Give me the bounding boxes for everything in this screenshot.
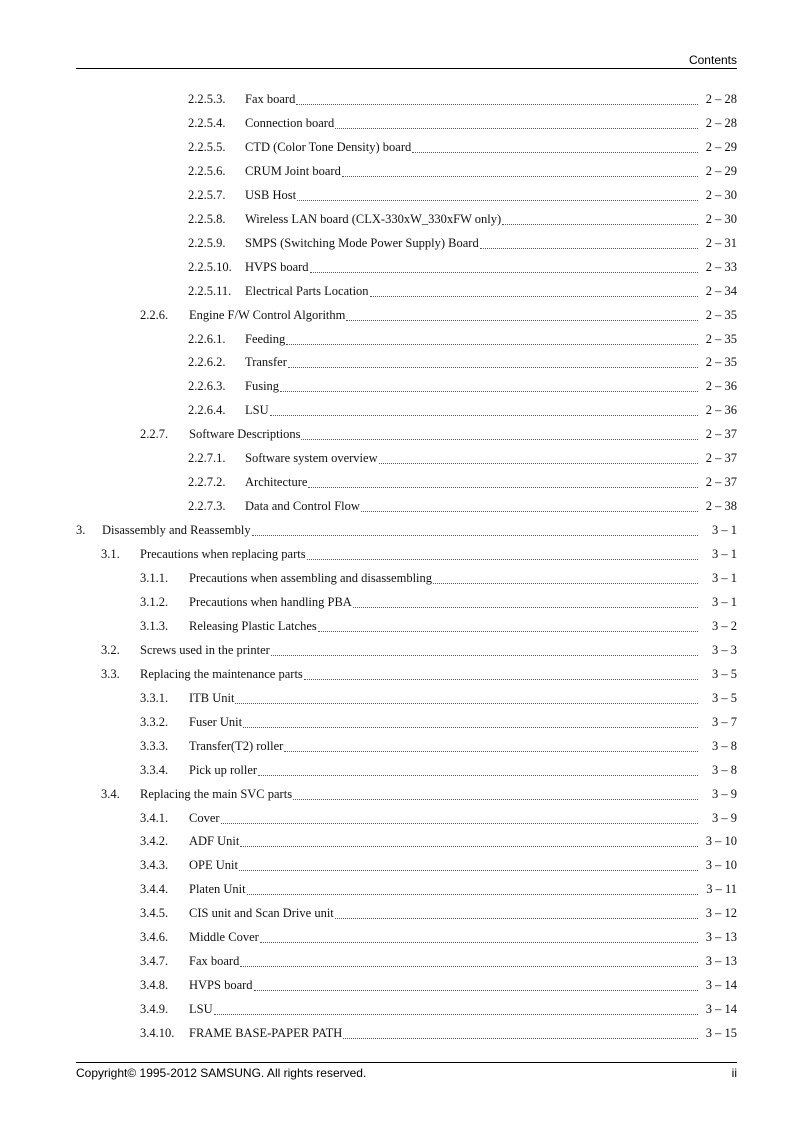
toc-entry-page: 3 – 9 <box>712 810 737 825</box>
toc-leader-dots <box>301 439 698 440</box>
toc-entry-title[interactable]: Pick up roller <box>189 762 258 777</box>
toc-entry[interactable] <box>188 403 737 421</box>
toc-entry-number: 2.2.5.3. <box>188 92 226 106</box>
toc-entry[interactable] <box>188 332 737 350</box>
toc-entry-title[interactable]: Precautions when handling PBA <box>189 594 352 609</box>
toc-entry-page: 2 – 35 <box>705 331 737 346</box>
toc-entry-page: 3 – 1 <box>712 523 737 538</box>
toc-entry-number: 2.2.6.3. <box>188 379 226 394</box>
toc-entry-number: 3.4.8. <box>140 978 169 993</box>
toc-entry[interactable] <box>101 547 737 565</box>
toc-entry-number: 3.1.2. <box>140 594 169 609</box>
toc-entry-title[interactable]: LSU <box>189 1002 213 1017</box>
toc-entry-number: 3.4.5. <box>140 906 169 921</box>
toc-entry[interactable] <box>140 954 737 972</box>
page-number: ii <box>731 1066 737 1080</box>
toc-entry-page: 2 – 28 <box>705 92 737 106</box>
toc-entry-number: 2.2.5.8. <box>188 211 226 226</box>
page-header-title: Contents <box>688 53 737 67</box>
toc-entry-title[interactable]: Cover <box>189 810 220 825</box>
toc-leader-dots <box>270 415 698 416</box>
toc-leader-dots <box>296 104 698 105</box>
toc-entry-page: 2 – 29 <box>705 163 737 178</box>
toc-entry-title[interactable]: OPE Unit <box>189 858 238 873</box>
toc-entry[interactable] <box>188 379 737 397</box>
toc-entry-title[interactable]: Fax board <box>245 92 296 106</box>
toc-leader-dots <box>280 391 698 392</box>
toc-entry-title[interactable]: USB Host <box>245 187 297 202</box>
toc-leader-dots <box>252 535 698 536</box>
toc-leader-dots <box>370 296 698 297</box>
toc-entry-number: 3.3.3. <box>140 738 169 753</box>
toc-entry[interactable] <box>140 906 737 924</box>
toc-entry-title[interactable]: Disassembly and Reassembly <box>102 523 251 538</box>
toc-leader-dots <box>214 1014 698 1015</box>
toc-leader-dots <box>310 272 698 273</box>
header-divider <box>76 68 737 69</box>
toc-leader-dots <box>288 367 698 368</box>
toc-entry-page: 3 – 3 <box>712 642 737 657</box>
toc-entry[interactable] <box>140 595 737 613</box>
toc-entry-title[interactable]: LSU <box>245 403 269 418</box>
toc-entry-number: 3.4. <box>101 786 120 801</box>
toc-entry-page: 3 – 8 <box>712 762 737 777</box>
toc-entry-page: 2 – 28 <box>705 115 737 130</box>
toc-entry[interactable] <box>188 499 737 517</box>
toc-entry-page: 3 – 10 <box>705 834 737 849</box>
toc-entry-title[interactable]: Replacing the main SVC parts <box>140 786 293 801</box>
toc-entry-page: 3 – 5 <box>712 666 737 681</box>
toc-entry[interactable] <box>140 763 737 781</box>
toc-entry-number: 2.2.5.7. <box>188 187 226 202</box>
toc-entry-number: 3.3.1. <box>140 690 169 705</box>
toc-entry[interactable] <box>188 284 737 302</box>
toc-leader-dots <box>271 655 698 656</box>
toc-leader-dots <box>243 727 698 728</box>
toc-entry[interactable] <box>101 667 737 685</box>
toc-entry-title[interactable]: Fax board <box>189 954 240 969</box>
toc-entry-number: 3.4.1. <box>140 810 169 825</box>
toc-entry-number: 3.4.9. <box>140 1002 169 1017</box>
toc-entry-page: 3 – 12 <box>705 906 737 921</box>
toc-leader-dots <box>335 128 698 129</box>
toc-entry-page: 2 – 31 <box>705 235 737 250</box>
toc-entry-number: 2.2.7.2. <box>188 475 226 490</box>
toc-entry-number: 3.4.10. <box>140 1026 175 1041</box>
toc-entry[interactable] <box>101 787 737 805</box>
toc-leader-dots <box>502 224 698 225</box>
toc-entry-page: 2 – 38 <box>705 499 737 514</box>
toc-entry-title[interactable]: Data and Control Flow <box>245 499 360 514</box>
toc-entry-title[interactable]: Electrical Parts Location <box>245 283 369 298</box>
toc-entry[interactable] <box>140 715 737 733</box>
toc-leader-dots <box>343 1038 698 1039</box>
toc-entry-page: 2 – 37 <box>705 427 737 442</box>
toc-entry-page: 3 – 1 <box>712 594 737 609</box>
toc-entry-title[interactable]: FRAME BASE-PAPER PATH <box>189 1026 343 1041</box>
toc-entry-number: 3.4.3. <box>140 858 169 873</box>
toc-entry[interactable] <box>188 260 737 278</box>
toc-leader-dots <box>308 487 698 488</box>
toc-entry-number: 2.2.7. <box>140 427 169 442</box>
toc-entry-page: 2 – 33 <box>705 259 737 274</box>
toc-entry-page: 3 – 11 <box>706 882 737 897</box>
toc-entry-title[interactable]: Software Descriptions <box>189 427 301 442</box>
toc-entry-title[interactable]: SMPS (Switching Mode Power Supply) Board <box>245 235 479 250</box>
toc-leader-dots <box>239 870 698 871</box>
toc-leader-dots <box>480 248 698 249</box>
toc-entry-page: 3 – 10 <box>705 858 737 873</box>
toc-entry-number: 2.2.5.6. <box>188 163 226 178</box>
toc-entry-title[interactable]: ADF Unit <box>189 834 240 849</box>
toc-entry-number: 3.1. <box>101 547 120 562</box>
toc-entry-title[interactable]: Software system overview <box>245 451 378 466</box>
toc-entry[interactable] <box>140 571 737 589</box>
toc-leader-dots <box>318 631 698 632</box>
toc-entry-title[interactable]: Connection board <box>245 115 335 130</box>
toc-entry-number: 2.2.5.10. <box>188 259 232 274</box>
toc-entry[interactable] <box>140 691 737 709</box>
toc-leader-dots <box>293 799 698 800</box>
toc-entry-title[interactable]: HVPS board <box>245 259 309 274</box>
toc-entry-title[interactable]: Architecture <box>245 475 308 490</box>
toc-entry[interactable] <box>140 834 737 852</box>
toc-entry[interactable] <box>188 475 737 493</box>
toc-entry-page: 3 – 2 <box>712 618 737 633</box>
toc-entry-page: 3 – 14 <box>705 1002 737 1017</box>
toc-entry[interactable] <box>140 930 737 948</box>
toc-entry-page: 2 – 30 <box>705 211 737 226</box>
toc-leader-dots <box>361 511 698 512</box>
toc-leader-dots <box>297 200 698 201</box>
toc-leader-dots <box>254 990 698 991</box>
toc-entry-title[interactable]: Replacing the maintenance parts <box>140 666 303 681</box>
toc-entry-number: 3.4.6. <box>140 930 169 945</box>
toc-entry-page: 3 – 1 <box>712 547 737 562</box>
toc-leader-dots <box>433 583 698 584</box>
toc-entry[interactable] <box>188 188 737 206</box>
toc-leader-dots <box>221 823 698 824</box>
toc-entry-page: 2 – 35 <box>705 355 737 370</box>
toc-entry-number: 3.3.4. <box>140 762 169 777</box>
toc-leader-dots <box>260 942 698 943</box>
toc-entry[interactable] <box>188 212 737 230</box>
toc-entry-page: 3 – 15 <box>705 1026 737 1041</box>
toc-entry-title[interactable]: Transfer <box>245 355 287 370</box>
toc-entry-page: 3 – 13 <box>705 930 737 945</box>
toc-leader-dots <box>235 703 698 704</box>
toc-entry[interactable] <box>140 811 737 829</box>
toc-entry-page: 2 – 34 <box>705 283 737 298</box>
toc-leader-dots <box>286 344 698 345</box>
toc-entry-page: 3 – 1 <box>712 571 737 585</box>
page-footer <box>76 1066 737 1080</box>
toc-leader-dots <box>335 918 698 919</box>
toc-entry[interactable] <box>140 1026 737 1044</box>
toc-entry-title[interactable]: Transfer(T2) roller <box>189 738 284 753</box>
toc-entry-number: 2.2.6.4. <box>188 403 226 418</box>
toc-entry-page: 2 – 37 <box>705 475 737 490</box>
toc-entry-number: 3.3. <box>101 666 120 681</box>
toc-entry-page: 2 – 29 <box>705 139 737 154</box>
toc-entry[interactable] <box>140 1002 737 1020</box>
toc-entry-number: 2.2.7.3. <box>188 499 226 514</box>
toc-entry-page: 3 – 7 <box>712 714 737 729</box>
toc-entry-title[interactable]: Wireless LAN board (CLX-330xW_330xFW only) <box>245 211 502 226</box>
toc-entry-page: 3 – 13 <box>705 954 737 969</box>
toc-leader-dots <box>284 751 698 752</box>
toc-entry[interactable] <box>188 451 737 469</box>
toc-entry-title[interactable]: Platen Unit <box>189 882 246 897</box>
toc-entry[interactable] <box>140 858 737 876</box>
toc-leader-dots <box>346 320 698 321</box>
toc-leader-dots <box>304 679 698 680</box>
toc-entry-number: 3.2. <box>101 642 120 657</box>
toc-entry[interactable] <box>188 116 737 134</box>
toc-entry-title[interactable]: Releasing Plastic Latches <box>189 618 317 633</box>
toc-entry-title[interactable]: Fuser Unit <box>189 714 243 729</box>
toc-entry-number: 3.1.3. <box>140 618 169 633</box>
toc-entry[interactable] <box>101 643 737 661</box>
toc-entry-page: 2 – 30 <box>705 187 737 202</box>
toc-entry-title[interactable]: Middle Cover <box>189 930 259 945</box>
toc-entry-number: 2.2.6.2. <box>188 355 226 370</box>
toc-entry[interactable] <box>140 739 737 757</box>
toc-entry-page: 3 – 8 <box>712 738 737 753</box>
toc-entry-title[interactable]: CRUM Joint board <box>245 163 341 178</box>
toc-entry-page: 2 – 35 <box>705 307 737 322</box>
toc-entry-number: 2.2.5.4. <box>188 115 226 130</box>
toc-entry-title[interactable]: Screws used in the printer <box>140 642 270 657</box>
toc-entry-page: 3 – 14 <box>705 978 737 993</box>
toc-leader-dots <box>240 966 698 967</box>
toc-entry-number: 3.1.1. <box>140 571 169 585</box>
toc-entry-title[interactable]: Engine F/W Control Algorithm <box>189 307 346 322</box>
toc-leader-dots <box>307 559 698 560</box>
toc-entry-page: 3 – 5 <box>712 690 737 705</box>
toc-entry-title[interactable]: CIS unit and Scan Drive unit <box>189 906 334 921</box>
toc-entry[interactable] <box>140 882 737 900</box>
toc-entry[interactable] <box>188 140 737 158</box>
toc-entry-title[interactable]: Feeding <box>245 331 286 346</box>
toc-entry[interactable] <box>140 427 737 445</box>
copyright-text: Copyright© 1995-2012 SAMSUNG. All rights reserved. <box>76 1066 367 1080</box>
toc-entry-page: 2 – 37 <box>705 451 737 466</box>
toc-entry[interactable] <box>140 619 737 637</box>
toc-entry[interactable] <box>188 236 737 254</box>
toc-entry-title[interactable]: HVPS board <box>189 978 253 993</box>
toc-leader-dots <box>342 176 698 177</box>
toc-leader-dots <box>247 894 698 895</box>
toc-entry[interactable] <box>188 164 737 182</box>
toc-leader-dots <box>412 152 698 153</box>
toc-entry-number: 3. <box>76 523 86 538</box>
toc-leader-dots <box>258 775 698 776</box>
toc-entry[interactable] <box>76 523 737 541</box>
toc-entry[interactable] <box>140 308 737 326</box>
footer-divider <box>76 1062 737 1063</box>
toc-leader-dots <box>379 463 698 464</box>
toc-entry-title[interactable]: CTD (Color Tone Density) board <box>245 139 412 154</box>
toc-entry[interactable] <box>188 355 737 373</box>
toc-entry-number: 3.4.4. <box>140 882 169 897</box>
toc-entry-number: 2.2.6. <box>140 307 169 322</box>
toc-entry[interactable] <box>140 978 737 996</box>
toc-entry-number: 3.4.2. <box>140 834 169 849</box>
toc-entry-title[interactable]: Fusing <box>245 379 280 394</box>
toc-leader-dots <box>240 846 698 847</box>
toc-entry-title[interactable]: Precautions when replacing parts <box>140 547 306 562</box>
toc-entry-number: 2.2.6.1. <box>188 331 226 346</box>
toc-entry-page: 3 – 9 <box>712 786 737 801</box>
toc-entry-number: 3.4.7. <box>140 954 169 969</box>
toc-entry[interactable] <box>188 92 737 110</box>
toc-entry-number: 2.2.5.5. <box>188 139 226 154</box>
toc-leader-dots <box>353 607 698 608</box>
toc-entry-title[interactable]: ITB Unit <box>189 690 235 705</box>
toc-entry-page: 2 – 36 <box>705 379 737 394</box>
toc-entry-title[interactable]: Precautions when assembling and disassembling <box>189 571 433 585</box>
toc-entry-number: 2.2.5.9. <box>188 235 226 250</box>
toc-entry-number: 2.2.5.11. <box>188 283 232 298</box>
toc-entry-number: 2.2.7.1. <box>188 451 226 466</box>
toc-entry-number: 3.3.2. <box>140 714 169 729</box>
toc-entry-page: 2 – 36 <box>705 403 737 418</box>
